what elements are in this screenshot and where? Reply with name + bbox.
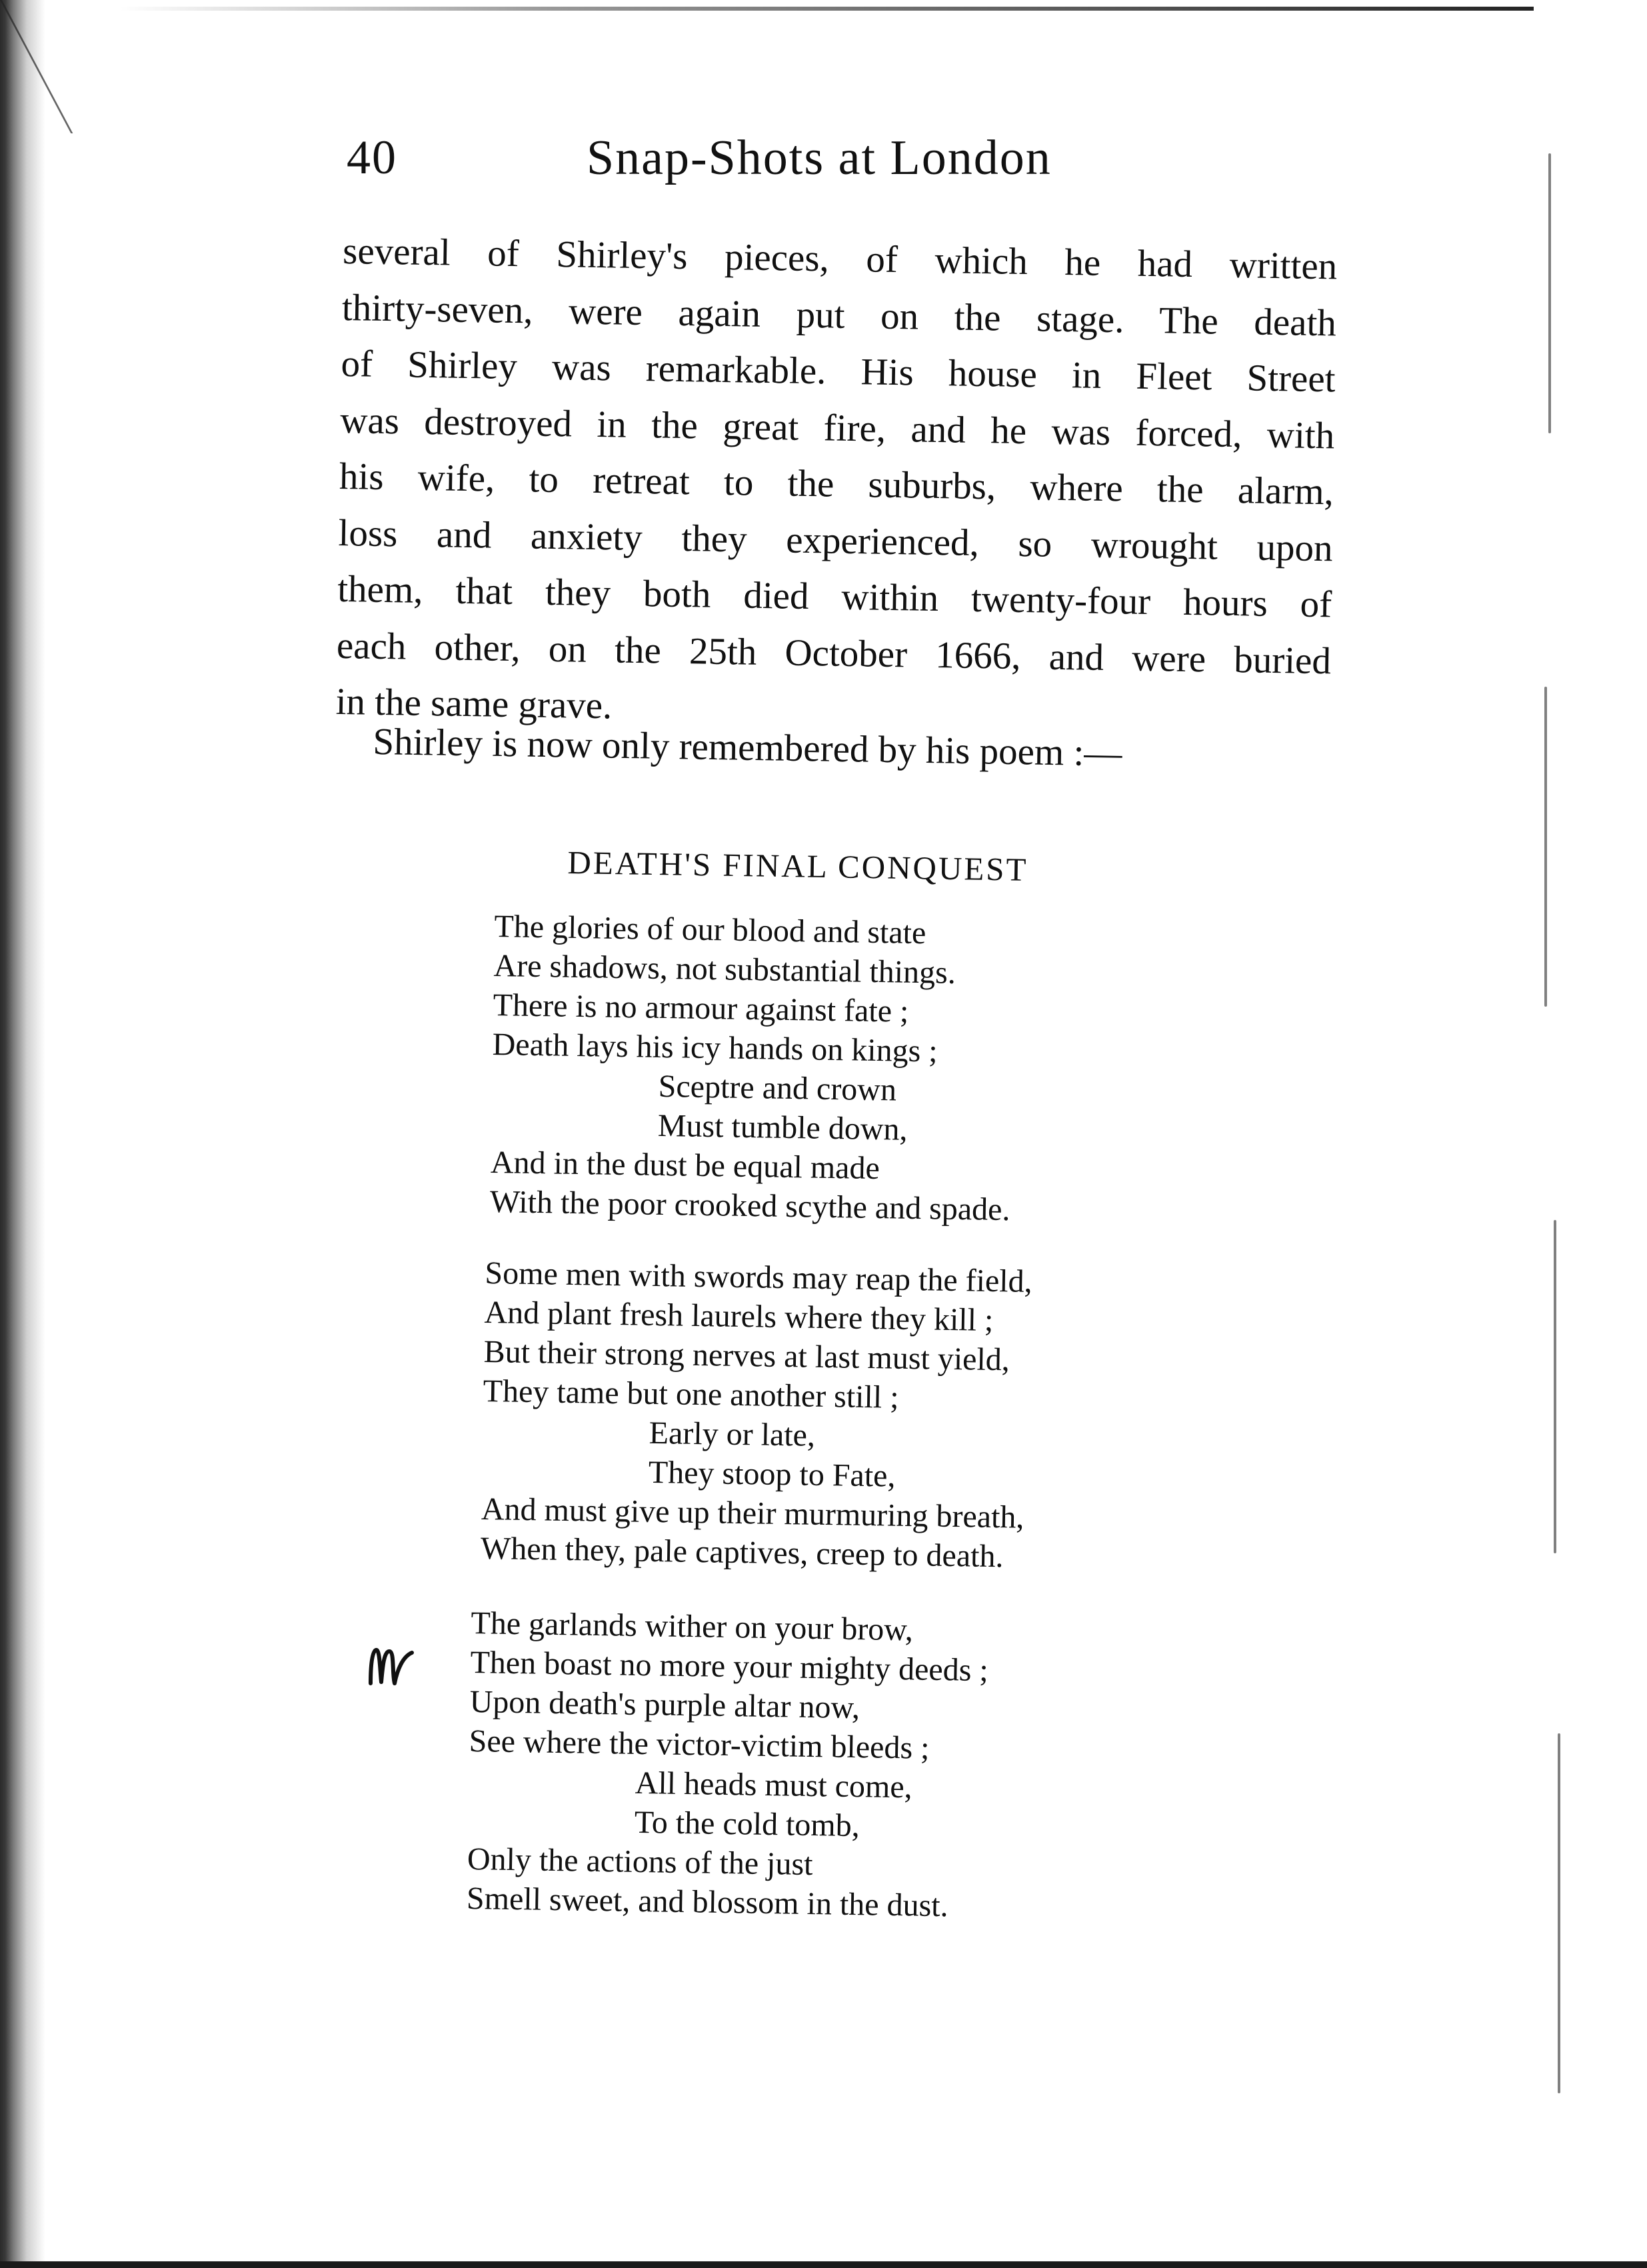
poem-line: Only the actions of the just: [467, 1841, 813, 1883]
poem-stanza: [490, 907, 1015, 1229]
prose-line: loss and anxiety they experienced, so wrought upon: [338, 511, 1334, 569]
poem-title: DEATH'S FINAL CONQUEST: [567, 843, 1028, 888]
poem-stanza: [467, 1603, 990, 1926]
prose-paragraph: [335, 223, 1343, 746]
page-number: 40: [347, 131, 397, 184]
poem-line: Death lays his icy hands on kings ;: [492, 1026, 938, 1069]
poem-line: The garlands wither on your brow,: [471, 1605, 914, 1648]
running-title: Snap-Shots at London: [587, 131, 1052, 185]
prose-line: several of Shirley's pieces, of which he had written: [342, 229, 1338, 288]
poem-line: Then boast no more your mighty deeds ;: [470, 1644, 989, 1689]
poem-line: There is no armour against fate ;: [493, 987, 909, 1029]
poem-line: Upon death's purple altar now,: [469, 1683, 860, 1726]
scan-bottom-band: [0, 2261, 1647, 2268]
poem-line: And must give up their murmuring breath,: [481, 1491, 1024, 1535]
poem-stanza: [481, 1253, 1032, 1577]
poem-line: Are shadows, not substantial things.: [493, 947, 956, 991]
poem-line: Must tumble down,: [657, 1107, 908, 1147]
poem-line: To the cold tomb,: [634, 1804, 860, 1844]
handwritten-margin-mark: [365, 1643, 419, 1690]
poem-line: When they, pale captives, creep to death.: [480, 1530, 1004, 1575]
scan-right-edge: [1534, 0, 1647, 2268]
poem-line: With the poor crooked scythe and spade.: [489, 1183, 1010, 1228]
poem-line: Some men with swords may reap the field,: [485, 1255, 1033, 1299]
prose-intro-line: Shirley is now only remembered by his poem :—: [372, 720, 1122, 775]
scan-right-rule: [1544, 687, 1547, 1007]
poem-line: See where the victor-victim bleeds ;: [469, 1723, 930, 1766]
poem-line: Sceptre and crown: [658, 1068, 897, 1108]
poem-line: They tame but one another still ;: [483, 1373, 899, 1415]
poem-line: But their strong nerves at last must yield,: [483, 1333, 1010, 1378]
poem-line: And in the dust be equal made: [490, 1144, 880, 1187]
prose-line: his wife, to retreat to the suburbs, where the alarm,: [339, 455, 1334, 513]
poem-line: Early or late,: [649, 1415, 816, 1453]
scan-left-edge: [0, 0, 45, 2268]
poem-line: Smell sweet, and blossom in the dust.: [466, 1880, 949, 1924]
prose-line: them, that they both died within twenty-four hours of: [337, 567, 1332, 626]
scan-right-rule: [1558, 1733, 1560, 2093]
prose-line: was destroyed in the great fire, and he was forced, with: [339, 399, 1335, 457]
prose-line: thirty-seven, were again put on the stage. The death: [341, 286, 1337, 344]
prose-line: each other, on the 25th October 1666, and were buried: [336, 624, 1332, 682]
prose-line: in the same grave.: [335, 680, 613, 727]
poem-line: The glories of our blood and state: [494, 908, 926, 951]
scan-top-line: [120, 7, 1546, 11]
prose-line: of Shirley was remarkable. His house in Fleet Street: [341, 342, 1336, 401]
poem-line: And plant fresh laurels where they kill ;: [484, 1294, 994, 1338]
poem-line: All heads must come,: [635, 1765, 913, 1805]
poem-line: They stoop to Fate,: [648, 1454, 896, 1494]
page-header: [347, 130, 1480, 197]
scan-right-rule: [1548, 153, 1551, 433]
scan-right-rule: [1554, 1220, 1556, 1553]
